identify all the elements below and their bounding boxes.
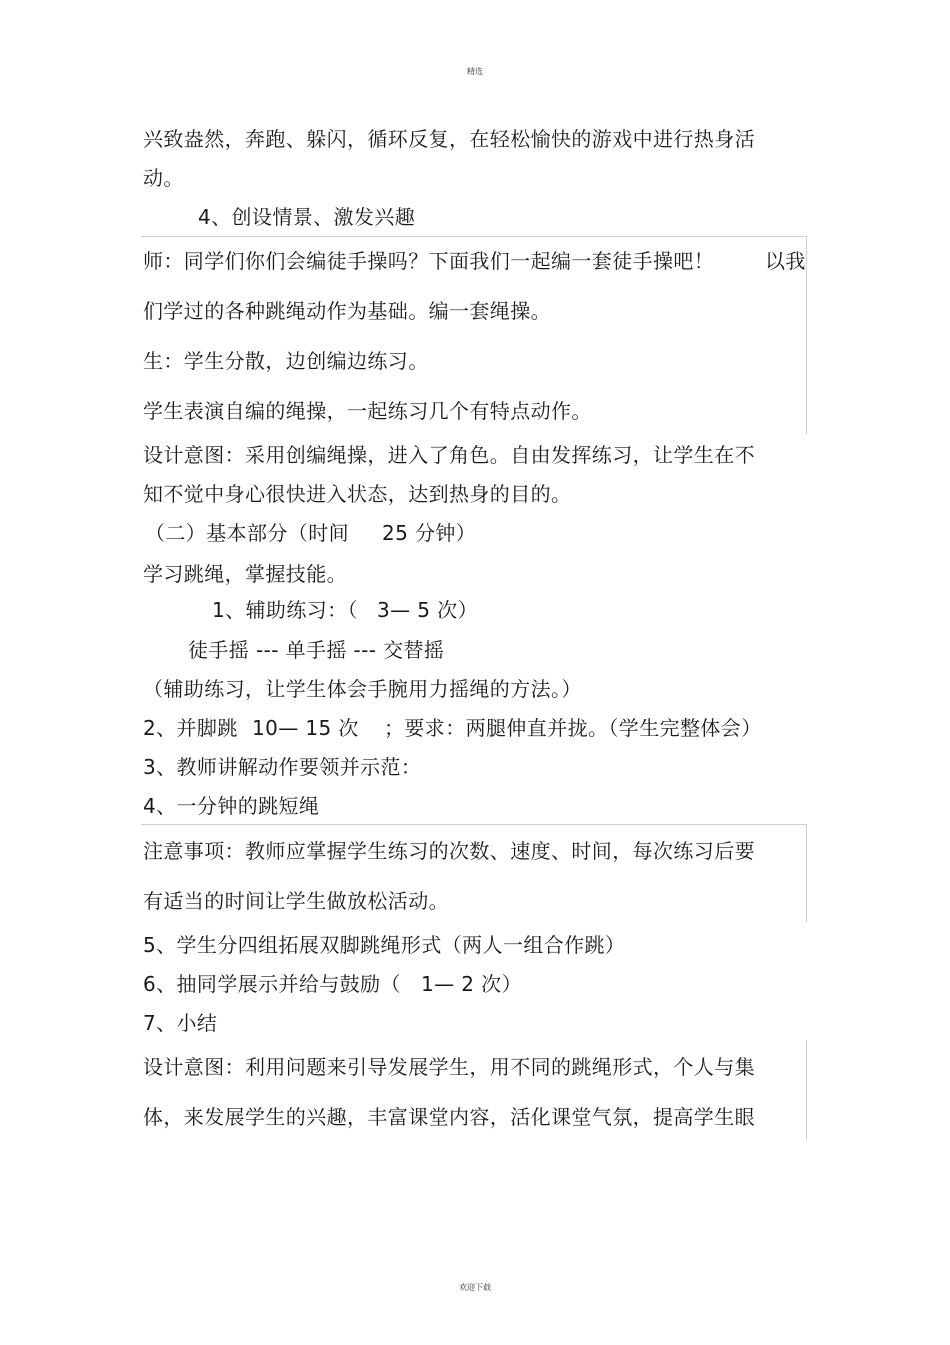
text-line: 设计意图：利用问题来引导发展学生，用不同的跳绳形式，个人与集 (143, 1055, 755, 1079)
text-line: 6、抽同学展示并给与鼓励（ (143, 972, 401, 996)
text-line: 学生表演自编的绳操，一起练习几个有特点动作。 (143, 399, 592, 423)
text-line: 2、并脚跳 (143, 716, 238, 740)
text-line: 7、小结 (143, 1011, 218, 1035)
text-line: 有适当的时间让学生做放松活动。 (143, 889, 449, 913)
text-line: 1— 2 次） (421, 972, 522, 996)
text-line: 25 分钟） (382, 521, 477, 545)
text-line: 生：学生分散，边创编边练习。 (143, 349, 429, 373)
text-line: 们学过的各种跳绳动作为基础。编一套绳操。 (143, 299, 551, 323)
text-line: 1、辅助练习：（ (212, 598, 358, 622)
text-line: 设计意图：采用创编绳操，进入了角色。自由发挥练习，让学生在不 (143, 443, 755, 467)
text-line: 5、学生分四组拓展双脚跳绳形式（两人一组合作跳） (143, 933, 626, 957)
text-line: 注意事项：教师应掌握学生练习的次数、速度、时间，每次练习后要 (143, 839, 755, 863)
text-line: （辅助练习，让学生体会手腕用力摇绳的方法。） (143, 677, 582, 701)
text-line: 以我 (765, 249, 806, 273)
text-line: 兴致盎然，奔跑、躲闪，循环反复，在轻松愉快的游戏中进行热身活 (143, 127, 755, 151)
section-heading: （二）基本部分（时间 (145, 521, 349, 545)
page-footer: 欢迎下载 (459, 1283, 491, 1292)
text-line: 3— 5 次） (377, 598, 478, 622)
page-header: 精选 (467, 67, 483, 76)
text-line: 动。 (143, 166, 184, 190)
text-line: 4、一分钟的跳短绳 (143, 794, 320, 818)
text-line: 10— 15 次 (252, 716, 359, 740)
text-line: 体，来发展学生的兴趣，丰富课堂内容，活化课堂气氛，提高学生眼 (143, 1105, 755, 1129)
text-line: 知不觉中身心很快进入状态，达到热身的目的。 (143, 482, 572, 506)
text-line: 学习跳绳，掌握技能。 (143, 562, 347, 586)
text-line: ；要求：两腿伸直并拢。（学生完整体会） (384, 716, 762, 740)
text-line: 徒手摇 --- 单手摇 --- 交替摇 (188, 638, 445, 662)
section-heading: 4、创设情景、激发兴趣 (198, 205, 416, 229)
text-line: 3、教师讲解动作要领并示范： (143, 755, 422, 779)
text-line: 师：同学们你们会编徒手操吗？下面我们一起编一套徒手操吧！ (143, 249, 715, 273)
